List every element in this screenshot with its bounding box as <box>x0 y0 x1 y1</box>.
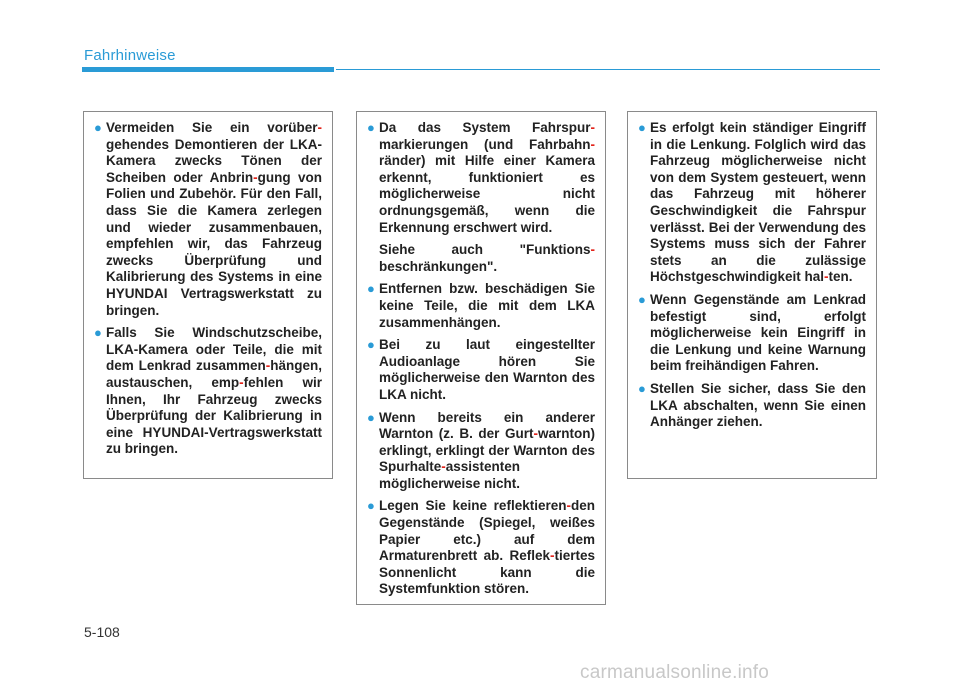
bullet-icon: ● <box>367 120 375 135</box>
section-title: Fahrhinweise <box>84 47 176 64</box>
text-segment: Stellen Sie sicher, dass Sie den LKA abschalten, wenn Sie einen Anhänger ziehen. <box>650 380 866 430</box>
hyphen-mark: - <box>590 120 595 135</box>
text-segment: markierungen (und Fahrbahn <box>379 136 591 152</box>
bullet-icon: ● <box>638 380 646 396</box>
hyphen-mark: - <box>533 426 538 442</box>
bullet-paragraph <box>650 381 866 431</box>
bullet-paragraph <box>379 337 595 403</box>
text-segment: Legen Sie keine reflektieren <box>379 498 567 514</box>
text-segment: Siehe auch "Funktions <box>379 242 591 258</box>
bullet-paragraph <box>106 120 322 319</box>
hyphen-mark: - <box>265 358 271 374</box>
text-segment: Es erfolgt kein ständiger Eingriff in die Lenkung. Folglich wird das Fahrzeug möglicherweise nicht von dem System gesteuert, wenn das Fahrzeug mit höherer Geschwindigkeit die Fahrspur verlässt. Bei der Verwendung des Systems muss sich der Fahrer stets an die zulässige Höchstgeschwindigkeit hal <box>650 120 866 285</box>
header-rule-thin <box>336 69 880 70</box>
bullet-paragraph <box>106 325 322 458</box>
text-segment: Da das System Fahrspur <box>379 120 591 135</box>
text-segment: Wenn Gegenstände am Lenkrad befestigt sind, erfolgt möglicherweise kein Eingriff in die Lenkung und keine Warnung beim freihändigen Fahren. <box>650 291 866 374</box>
bullet-paragraph <box>379 120 595 236</box>
hyphen-mark: - <box>590 242 595 258</box>
bullet-icon: ● <box>638 120 646 135</box>
text-segment: Entfernen bzw. beschädigen Sie keine Teile, die mit dem LKA zusammenhängen. <box>379 281 595 330</box>
bullet-paragraph <box>379 281 595 331</box>
bullet-item <box>367 337 595 403</box>
hyphen-mark: - <box>441 459 446 475</box>
bullet-item <box>638 292 866 375</box>
bullet-item <box>367 410 595 493</box>
hyphen-mark: - <box>590 136 595 152</box>
bullet-item <box>638 381 866 431</box>
text-segment: fehlen wir Ihnen, Ihr Fahrzeug zwecks Überprüfung der Kalibrierung in eine HYUNDAI-Vertragswerkstatt zu bringen. <box>106 374 322 457</box>
bullet-paragraph <box>379 410 595 493</box>
hyphen-mark: - <box>253 169 258 185</box>
bullet-item <box>367 281 595 331</box>
text-segment: Wenn bereits ein anderer Warnton (z. B. der Gurt <box>379 409 595 442</box>
header-rule-thick <box>82 67 334 72</box>
text-segment: Falls Sie Windschutzscheibe, LKA-Kamera oder Teile, die mit dem Lenkrad zusammen <box>106 325 322 374</box>
hyphen-mark: - <box>566 498 571 514</box>
bullet-paragraph <box>650 292 866 375</box>
text-segment: warnton) erklingt, erklingt der Warnton des Spurhalte <box>379 426 595 475</box>
bullet-paragraph <box>379 498 595 598</box>
bullet-item <box>638 120 866 286</box>
text-segment: Bei zu laut eingestellter Audioanlage hören Sie möglicherweise den Warnton des LKA nicht. <box>379 337 595 402</box>
text-segment: hängen, austauschen, emp <box>106 358 322 390</box>
warning-box-2 <box>356 111 606 605</box>
bullet-icon: ● <box>638 291 646 307</box>
text-segment: beschränkungen". <box>379 258 498 274</box>
bullet-item <box>367 120 595 275</box>
text-segment: Vermeiden Sie ein vorüber <box>106 120 318 135</box>
text-segment: ränder) mit Hilfe einer Kamera erkennt, funktioniert es möglicherweise nicht ordnungsgemäß, wenn die Erkennung erschwert wird. <box>379 153 595 235</box>
bullet-paragraph <box>379 242 595 275</box>
hyphen-mark: - <box>239 374 244 390</box>
text-segment: gung von Folien und Zubehör. Für den Fall, dass Sie die Kamera zerlegen und wieder zusammenbauen, empfehlen wir, das Fahrzeug zwecks Überprüfung und Kalibrierung des Systems in eine HYUNDAI Vertragswerkstatt zu bringen. <box>106 169 322 318</box>
bullet-item <box>94 325 322 458</box>
text-segment: tiertes Sonnenlicht kann die Systemfunktion stören. <box>379 548 595 597</box>
bullet-icon: ● <box>94 120 102 135</box>
warning-box-3 <box>627 111 877 479</box>
watermark: carmanualsonline.info <box>580 662 770 683</box>
text-segment: gehendes Demontieren der LKA-Kamera zwecks Tönen der Scheiben oder Anbrin <box>106 136 322 185</box>
warning-box-1 <box>83 111 333 479</box>
text-segment: assistenten möglicherweise nicht. <box>379 459 521 491</box>
bullet-icon: ● <box>94 325 102 341</box>
text-segment: ten. <box>828 269 853 285</box>
bullet-item <box>367 498 595 598</box>
bullet-icon: ● <box>367 281 375 297</box>
hyphen-mark: - <box>549 548 555 564</box>
bullet-paragraph <box>650 120 866 286</box>
text-segment: den Gegenstände (Spiegel, weißes Papier etc.) auf dem Armaturenbrett ab. Reflek <box>379 498 595 564</box>
bullet-icon: ● <box>367 498 375 514</box>
bullet-icon: ● <box>367 409 375 425</box>
bullet-icon: ● <box>367 337 375 353</box>
hyphen-mark: - <box>824 269 829 285</box>
hyphen-mark: - <box>317 120 322 135</box>
bullet-item <box>94 120 322 319</box>
page-number: 5-108 <box>84 624 120 640</box>
